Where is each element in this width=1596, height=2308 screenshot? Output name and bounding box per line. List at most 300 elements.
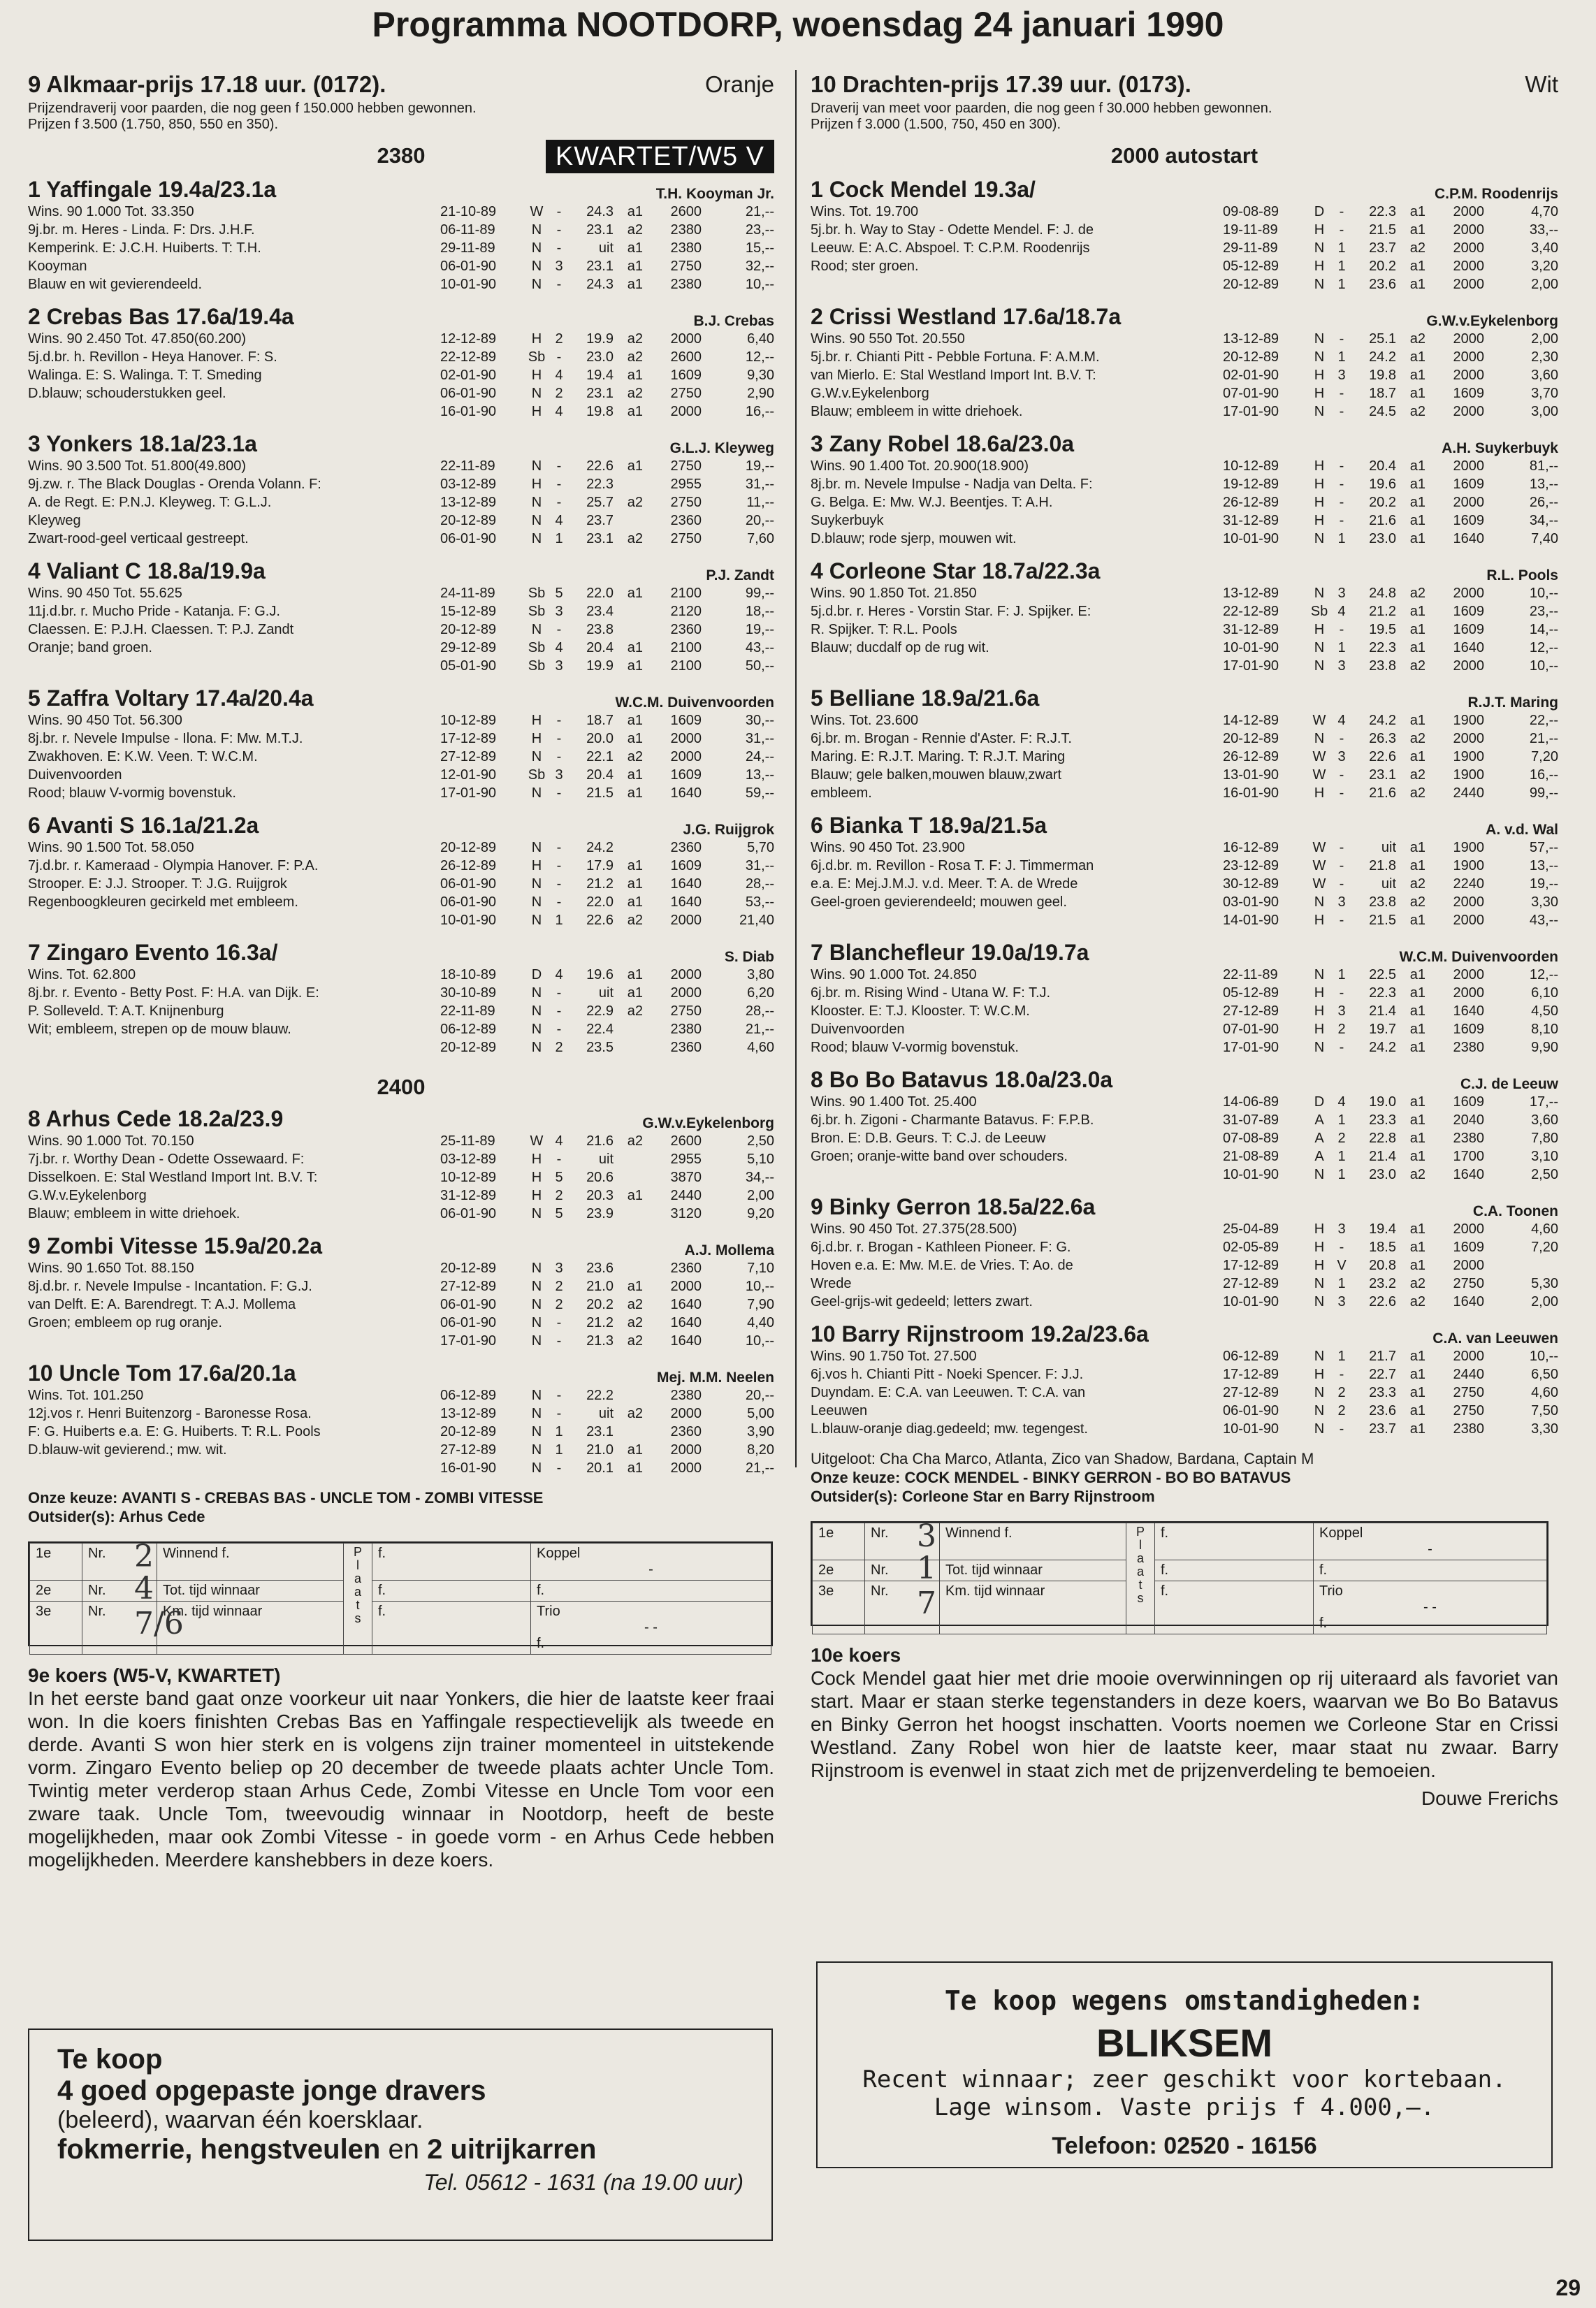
result-cell: 20.4 [586,767,614,783]
number-field[interactable]: Nr. [865,1523,940,1560]
result-cell: 06-01-90 [440,1315,497,1330]
result-cell: a1 [627,967,643,982]
result-cell: 4,60 [1531,1385,1558,1400]
horse-info-line: D.blauw; rode sjerp, mouwen wit. [811,531,1017,546]
horse-info-line: Zwart-rood-geel verticaal gestreept. [28,531,249,546]
result-cell: 21.2 [1369,604,1396,619]
result-cell: 1609 [1453,1240,1484,1255]
result-cell: 3870 [670,1170,702,1185]
result-cell: 13,-- [745,767,774,783]
result-cell: 16-12-89 [1223,840,1279,855]
result-cell: 31-12-89 [1223,622,1279,637]
result-cell: 3,70 [1531,386,1558,401]
horse-header [811,686,1558,711]
result-cell: 26-12-89 [1223,749,1279,764]
result-cell: 22,-- [1529,713,1558,728]
horse-name: 7 Zingaro Evento 16.3a/ [28,940,278,965]
result-cell: a1 [627,404,643,419]
result-cell: 2380 [670,1388,702,1403]
result-cell: 2000 [670,967,702,982]
result-cell: 2955 [670,1152,702,1167]
horse-info-line: Kemperink. E: J.C.H. Huiberts. T: T.H. [28,240,261,256]
result-cell: 4 [555,513,563,528]
result-cell: 21.5 [586,785,614,801]
result-cell: 1 [555,531,563,546]
trio-field[interactable] [531,1602,771,1655]
number-field[interactable]: Nr. [82,1581,157,1602]
result-cell: 2380 [1453,1131,1484,1146]
result-cell: N [531,1460,542,1476]
horse-entry [28,559,774,675]
horse-info-line: Blauw en wit gevierendeeld. [28,277,203,292]
result-cell: 6,40 [747,331,774,347]
result-row [1223,366,1558,384]
result-cell: 2000 [1453,913,1484,928]
result-row [1223,1275,1558,1293]
result-cell: - [556,495,562,510]
result-cell: 06-11-89 [440,222,495,238]
handwritten-number: 2 [134,1539,154,1574]
result-cell: a1 [1409,713,1425,728]
result-cell: - [1339,331,1344,347]
result-cell: 3,60 [1531,368,1558,383]
result-cell: N [1314,894,1325,910]
result-cell: - [556,713,562,728]
result-row [1223,984,1558,1002]
result-cell: H [531,713,542,728]
result-cell: N [531,240,542,256]
plaats-letter: l [356,1558,359,1572]
result-cell: N [531,1406,542,1421]
result-cell: 4,60 [747,1040,774,1055]
result-cell: a1 [1409,622,1425,637]
result-row [440,275,774,293]
result-cell: 07-01-90 [1223,1022,1279,1037]
result-cell: 23.3 [1369,1385,1396,1400]
result-cell: 6,50 [1531,1367,1558,1382]
horse-info-line: e.a. E: Mej.J.M.J. v.d. Meer. T: A. de Wrede [811,876,1078,892]
result-cell: 2380 [1453,1040,1484,1055]
result-cell: H [1314,1022,1325,1037]
trio-label: Trio [537,1604,560,1619]
plaats-amount-field[interactable]: f. [1155,1523,1314,1560]
result-cell: N [1314,967,1325,982]
result-cell: a1 [1409,1258,1425,1273]
horse-info-line: 8j.br. r. Nevele Impulse - Ilona. F: Mw. M.T.J. [28,731,303,746]
result-cell: 59,-- [745,785,774,801]
result-cell: 3,60 [1531,1112,1558,1128]
result-cell: 2 [555,386,563,401]
result-cell: a1 [1409,531,1425,546]
place-label: 1e [30,1544,82,1581]
result-cell: 24.3 [586,277,614,292]
amount-label: f. [1319,1562,1328,1578]
result-cell: 2 [1337,1385,1346,1400]
result-cell: 18-10-89 [440,967,497,982]
result-cell: N [531,840,542,855]
result-row [440,1038,774,1057]
result-cell: 17-12-89 [1223,1258,1279,1273]
result-cell: 22.9 [586,1003,614,1019]
result-cell: 2100 [670,658,702,674]
author-signature: Douwe Frerichs [1421,1787,1558,1809]
result-cell: - [1339,513,1344,528]
result-cell: - [556,1003,562,1019]
result-row [440,748,774,766]
horse-name: 8 Arhus Cede 18.2a/23.9 [28,1106,284,1131]
result-cell: 23.0 [1369,531,1396,546]
result-cell: H [1314,913,1325,928]
result-row [1223,711,1558,730]
race-color: Oranje [704,71,774,97]
horse-name: 1 Yaffingale 19.4a/23.1a [28,177,277,202]
recent-results [440,584,774,675]
result-cell: 53,-- [745,894,774,910]
result-cell: 7,50 [1531,1403,1558,1418]
result-cell: 1640 [670,876,702,892]
result-cell: 21.5 [1369,222,1396,238]
koppel-amount-field[interactable] [531,1581,771,1602]
result-cell: 17-01-90 [440,1333,497,1349]
horse-header [811,1322,1558,1347]
trio-dashes: - - [1423,1599,1437,1615]
result-cell: 27-12-89 [1223,1003,1279,1019]
result-cell: 13,-- [1529,477,1558,492]
result-cell: a1 [1409,259,1425,274]
result-cell: 17-12-89 [1223,1367,1279,1382]
result-cell: a1 [627,658,643,674]
result-cell: 2360 [670,1261,702,1276]
result-cell: a1 [627,259,643,274]
result-cell: 21.4 [1369,1003,1396,1019]
result-row [440,657,774,675]
result-cell: 2 [555,1279,563,1294]
result-cell [614,839,643,857]
result-cell: a2 [627,749,643,764]
result-row [1223,875,1558,893]
result-cell: a1 [1409,1349,1425,1364]
result-row [440,1386,774,1405]
horse-header [811,432,1558,457]
result-cell: a1 [1409,204,1425,219]
result-cell: 3 [1337,1221,1346,1237]
result-cell: 17-01-90 [1223,658,1279,674]
plaats-amount-field[interactable]: f. [372,1581,531,1602]
result-cell: 2000 [670,731,702,746]
result-cell: 20-12-89 [440,1424,497,1439]
result-cell: a1 [627,1279,643,1294]
commentary-text: Cock Mendel gaat hier met drie mooie overwinningen op rij uiteraard als favoriet van start. Maar er staan sterke tegenstanders in deze koers, waarvan we Bo Bo Batavus en Binky Gerron het hoogst inschatten. Voorts noemen we Corleone Star en Crissi Westland. Zany Robel won hier de laatste keer, maar staat nu zwaar. Barry Rijnstroom is evenwel in staat zich met de prijzenverdeling te bemoeien. [811,1667,1558,1781]
result-cell: 1640 [1453,1003,1484,1019]
result-cell: N [1314,640,1325,655]
number-field[interactable]: Nr. [82,1544,157,1581]
result-row [1223,203,1558,221]
result-cell: 3 [555,767,563,783]
recent-results [440,966,774,1057]
result-cell: a2 [627,331,643,347]
result-cell: 13-12-89 [1223,331,1279,347]
result-cell: N [531,985,542,1001]
result-cell: H [531,1170,542,1185]
result-row [1223,1293,1558,1311]
result-row [440,1168,774,1186]
result-cell: 21.4 [1369,1149,1396,1164]
horse-name: 8 Bo Bo Batavus 18.0a/23.0a [811,1067,1113,1092]
horse-info-line: G. Belga. E: Mw. W.J. Beentjes. T: A.H. [811,495,1053,510]
number-field[interactable]: Nr. [865,1560,940,1581]
horse-info-line: 5j.br. h. Way to Stay - Odette Mendel. F: J. de [811,222,1094,238]
trainer-name: J.G. Ruijgrok [683,822,774,838]
ad-heading: Te koop [57,2044,163,2075]
result-row [440,402,774,421]
result-form[interactable] [28,1539,773,1651]
result-cell: 9,30 [747,368,774,383]
horse-info-line: Wins. Tot. 62.800 [28,967,136,982]
result-cell: a2 [1409,1294,1425,1309]
result-cell: N [531,386,542,401]
horse-info-line: 8j.br. m. Nevele Impulse - Nadja van Delta. F: [811,477,1093,492]
result-cell: N [1314,1167,1325,1182]
result-row [440,530,774,548]
plaats-letter: s [354,1611,361,1625]
result-row [1223,1002,1558,1020]
horse-info-line: Blauw; gele balken,mouwen blauw,zwart [811,767,1062,783]
plaats-amount-field[interactable]: f. [1155,1560,1314,1581]
result-cell: 34,-- [745,1170,774,1185]
number-field[interactable]: Nr. [82,1602,157,1655]
result-cell: a1 [1409,349,1425,365]
result-cell: A [1314,1149,1324,1164]
ad-item: 2 uitrijkarren [427,2134,597,2165]
result-cell: N [1314,658,1325,674]
result-row [440,893,774,911]
result-cell: 26,-- [1529,495,1558,510]
horse-header [28,559,774,584]
result-row [1223,584,1558,602]
race-9-column [28,71,774,1871]
result-cell: 05-12-89 [1223,259,1279,274]
trainer-name: A.H. Suykerbuyk [1442,440,1558,456]
horse-info-line: Strooper. E: J.J. Strooper. T: J.G. Ruijgrok [28,876,287,892]
result-cell: 20.4 [1369,458,1396,474]
result-cell: 2000 [1453,495,1484,510]
horse-info-line: Leeuwen [811,1403,868,1418]
amount-label: f. [537,1583,545,1598]
result-cell: 06-01-90 [440,1297,497,1312]
race-description [811,101,1558,134]
horse-info-line: Blauw; embleem in witte driehoek. [811,404,1023,419]
horse-info-line: Wins. 90 1.000 Tot. 70.150 [28,1133,194,1149]
horse-name: 9 Zombi Vitesse 15.9a/20.2a [28,1233,322,1258]
result-cell [614,620,643,639]
horse-header [28,1361,774,1386]
result-cell: 23,-- [1529,604,1558,619]
trio-field[interactable] [1314,1581,1547,1634]
koppel-dash: - [648,1562,653,1577]
plaats-letter: s [1137,1591,1144,1605]
trainer-name: P.J. Zandt [706,567,774,583]
result-row [440,1020,774,1038]
result-cell: 18.7 [1369,386,1396,401]
horse-entry [811,559,1558,675]
result-row [440,1405,774,1423]
plaats-letter: a [354,1572,361,1585]
result-cell: 4 [1337,713,1346,728]
horse-name: 1 Cock Mendel 19.3a/ [811,177,1036,202]
result-cell: a1 [627,985,643,1001]
result-cell: 2000 [1453,586,1484,601]
horse-entry [28,1361,774,1477]
result-cell: H [1314,458,1325,474]
horse-info-line: D.blauw-wit gevierend.; mw. wit. [28,1442,227,1458]
result-row [1223,857,1558,875]
result-cell: 21.2 [586,1315,614,1330]
result-cell: 2000 [670,913,702,928]
result-cell: 3,90 [747,1424,774,1439]
result-cell: 2380 [670,277,702,292]
result-cell: N [531,1315,542,1330]
result-row [440,966,774,984]
result-cell: 19-12-89 [1223,477,1279,492]
result-cell: 21.6 [1369,513,1396,528]
result-cell: 2000 [1453,240,1484,256]
horse-entry [811,432,1558,548]
horse-list [28,177,774,1057]
result-cell: N [531,622,542,637]
result-cell: 4,40 [747,1315,774,1330]
koppel-amount-field[interactable] [1314,1560,1547,1581]
result-cell: 22.0 [586,894,614,910]
result-cell: - [1339,785,1344,801]
result-cell: - [556,240,562,256]
result-cell: 24.8 [1369,586,1396,601]
plaats-amount-field[interactable]: f. [372,1602,531,1655]
result-cell: 1609 [670,767,702,783]
result-cell: 2000 [1453,1349,1484,1364]
horse-name: 4 Valiant C 18.8a/19.9a [28,558,266,583]
result-cell: - [556,622,562,637]
horse-info-line: van Delft. E: A. Barendregt. T: A.J. Mollema [28,1297,296,1312]
result-cell: 25.7 [586,495,614,510]
recent-results [1223,330,1558,421]
result-cell: 12,-- [1529,967,1558,982]
result-cell: H [1314,1240,1325,1255]
result-cell: - [556,731,562,746]
result-cell: a2 [627,1333,643,1349]
result-cell: 18,-- [745,604,774,619]
result-cell: 17-01-90 [1223,1040,1279,1055]
koppel-field[interactable] [1314,1523,1547,1560]
result-cell [614,1020,643,1038]
koppel-field[interactable] [531,1544,771,1581]
horse-info-line: 6j.d.br. r. Brogan - Kathleen Pioneer. F: G. [811,1240,1071,1255]
result-row [1223,1111,1558,1129]
horse-info [28,1259,440,1350]
result-cell: - [1339,386,1344,401]
result-cell: 1 [1337,1349,1346,1364]
result-cell: 23.0 [586,349,614,365]
result-cell: 2000 [1453,1258,1484,1273]
result-cell: a1 [627,1442,643,1458]
ad-line: Recent winnaar; zeer geschikt voor kortebaan. [862,2066,1507,2093]
result-cell: 7,10 [747,1261,774,1276]
plaats-amount-field[interactable]: f. [372,1544,531,1581]
result-cell: 31,-- [745,477,774,492]
horse-info [28,711,440,802]
result-cell: 03-12-89 [440,477,497,492]
result-cell: 17,-- [1529,1094,1558,1110]
result-cell: N [531,277,542,292]
plaats-letter: a [1136,1565,1144,1578]
result-cell: - [556,785,562,801]
result-cell: 4,50 [1531,1003,1558,1019]
result-row [1223,257,1558,275]
horse-info-line: Blauw; ducdalf op de rug wit. [811,640,989,655]
result-cell: a2 [1409,586,1425,601]
recent-results [1223,457,1558,548]
result-form[interactable] [811,1518,1548,1631]
result-cell: H [531,331,542,347]
result-cell: N [531,513,542,528]
result-cell: 19.7 [1369,1022,1396,1037]
result-cell: a1 [1409,1022,1425,1037]
horse-entry [811,1322,1558,1438]
result-cell: H [531,1152,542,1167]
koppel-dash: - [1428,1541,1432,1557]
result-row [1223,1038,1558,1057]
result-row [1223,748,1558,766]
result-cell: N [1314,331,1325,347]
result-cell: 19.0 [1369,1094,1396,1110]
result-cell: 06-01-90 [1223,1403,1279,1418]
result-cell: a1 [1409,1149,1425,1164]
horse-info-line: Wins. 90 1.500 Tot. 58.050 [28,840,194,855]
result-cell: 13,-- [1529,858,1558,873]
result-cell: 50,-- [745,658,774,674]
result-cell: N [1314,1421,1325,1437]
plaats-amount-field[interactable]: f. [1155,1581,1314,1634]
result-cell: 1609 [1453,1022,1484,1037]
result-cell: 2000 [1453,1221,1484,1237]
result-cell: 06-01-90 [440,386,497,401]
result-cell: N [531,1388,542,1403]
result-cell: A [1314,1112,1324,1128]
result-cell: a2 [1409,1276,1425,1291]
horse-info-line: Hoven e.a. E: Mw. M.E. de Vries. T: Ao. de [811,1258,1073,1273]
recent-results [440,1259,774,1350]
recent-results [440,711,774,802]
result-cell: 16-01-90 [440,1460,497,1476]
result-cell: 3 [1337,1003,1346,1019]
plaats-letter: P [1136,1525,1145,1539]
horse-name: 10 Uncle Tom 17.6a/20.1a [28,1360,296,1386]
result-row [440,1150,774,1168]
number-field[interactable]: Nr. [865,1581,940,1634]
result-cell: N [531,894,542,910]
result-cell: 2600 [670,349,702,365]
result-cell: 22.6 [1369,1294,1396,1309]
horse-info [28,330,440,421]
result-row [440,221,774,239]
result-cell: 20-12-89 [440,1040,497,1055]
plaats-letter: t [356,1598,360,1612]
horse-info-line: Wins. 90 550 Tot. 20.550 [811,331,965,347]
result-cell: a1 [1409,1385,1425,1400]
trainer-name: W.C.M. Duivenvoorden [1399,949,1558,965]
result-cell: 06-01-90 [440,894,497,910]
result-cell: a1 [1409,1094,1425,1110]
horse-entry [811,1068,1558,1184]
